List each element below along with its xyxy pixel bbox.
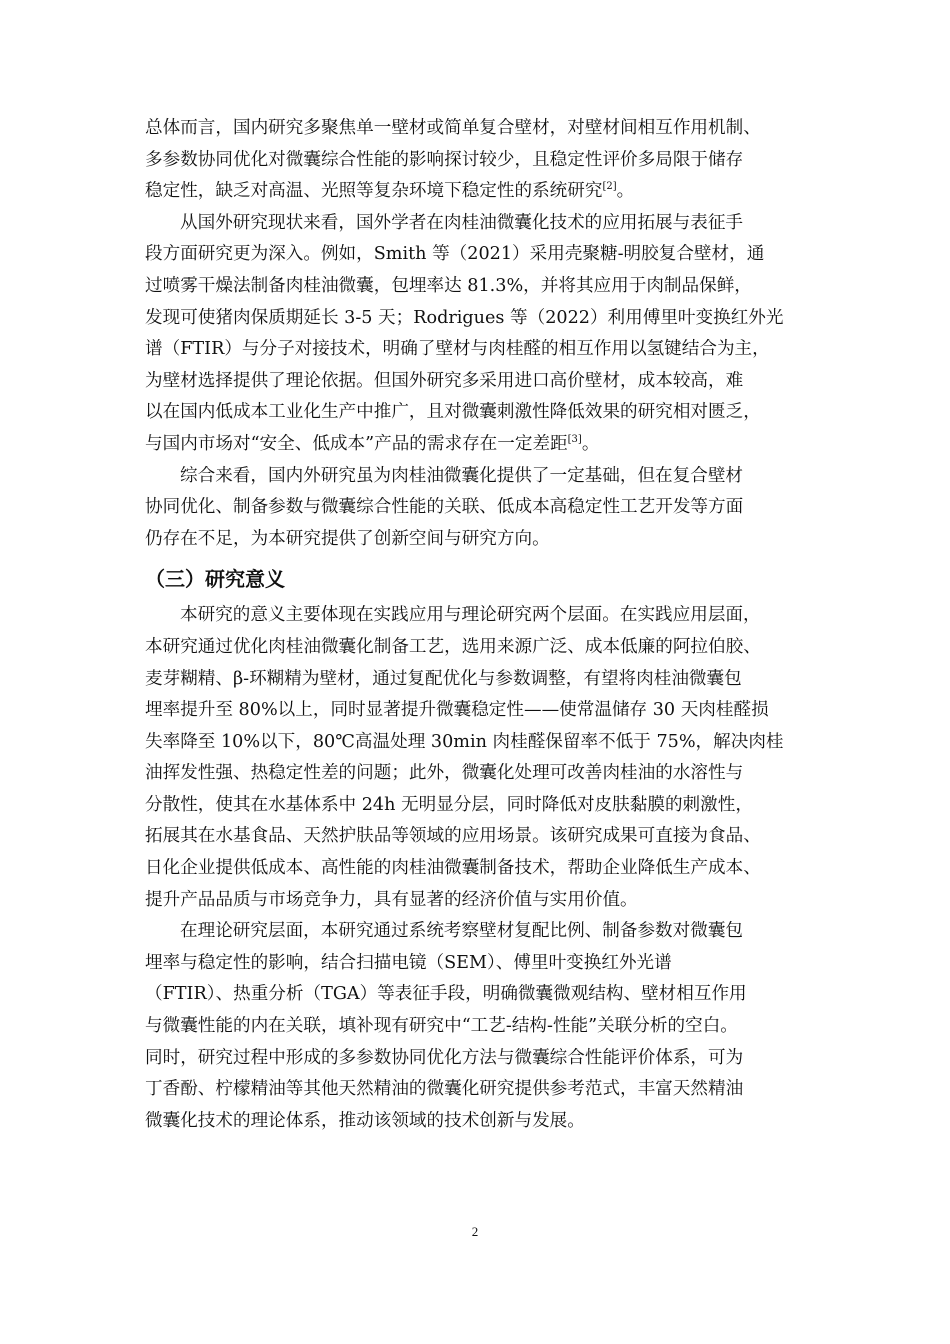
- text-line: 总体而言，国内研究多聚焦单一壁材或简单复合壁材，对壁材间相互作用机制、: [145, 118, 761, 138]
- text-line: [145, 429, 809, 461]
- section-heading: （三）研究意义: [145, 567, 285, 592]
- text-line: 以在国内低成本工业化生产中推广，且对微囊刺激性降低效果的研究相对匮乏，: [145, 402, 761, 423]
- text-line: 麦芽糊精、β-环糊精为壁材，通过复配优化与参数调整，有望将肉桂油微囊包: [145, 668, 742, 689]
- text-run: 。: [581, 433, 600, 454]
- paragraph-foreign-research: [145, 208, 809, 461]
- text-line: 与微囊性能的内在关联，填补现有研究中“工艺-结构-性能”关联分析的空白。: [145, 1016, 738, 1037]
- text-line: 多参数协同优化对微囊综合性能的影响探讨较少，且稳定性评价多局限于储存: [145, 149, 744, 170]
- text-line: 提升产品品质与市场竞争力，具有显著的经济价值与实用价值。: [145, 889, 638, 910]
- text-line: 油挥发性强、热稳定性差的问题；此外，微囊化处理可改善肉桂油的水溶性与: [145, 763, 744, 784]
- text-line: 发现可使猪肉保质期延长 3-5 天；Rodrigues 等（2022）利用傅里叶变换红外光: [145, 307, 784, 328]
- paragraph-theoretical-significance: [145, 916, 809, 1137]
- text-line: （FTIR）、热重分析（TGA）等表征手段，明确微囊微观结构、壁材相互作用: [145, 984, 747, 1005]
- text-line: 过喷雾干燥法制备肉桂油微囊，包埋率达 81.3%，并将其应用于肉制品保鲜，: [145, 275, 752, 296]
- citation-ref[interactable]: [2]: [602, 181, 617, 193]
- text-line: 仍存在不足，为本研究提供了创新空间与研究方向。: [145, 528, 550, 549]
- paragraph-overall-summary: [145, 461, 809, 556]
- page-number: 2: [471, 1224, 479, 1239]
- text-run: 。: [616, 181, 635, 202]
- text-line: 埋率与稳定性的影响，结合扫描电镜（SEM）、傅里叶变换红外光谱: [145, 952, 672, 973]
- citation-ref[interactable]: [3]: [567, 434, 582, 446]
- text-line: 从国外研究现状来看，国外学者在肉桂油微囊化技术的应用拓展与表征手: [180, 212, 744, 233]
- paragraph-practical-significance: [145, 600, 809, 916]
- paragraph-domestic-summary: [145, 113, 809, 208]
- text-run: 与国内市场对“安全、低成本”产品的需求存在一定差距: [145, 433, 568, 454]
- text-line: 失率降至 10%以下，80℃高温处理 30min 肉桂醛保留率不低于 75%，解决肉桂: [145, 731, 784, 752]
- text-line: 同时，研究过程中形成的多参数协同优化方法与微囊综合性能评价体系，可为: [145, 1047, 744, 1068]
- text-line: 在理论研究层面，本研究通过系统考察壁材复配比例、制备参数对微囊包: [180, 921, 744, 942]
- text-line: 协同优化、制备参数与微囊综合性能的关联、低成本高稳定性工艺开发等方面: [145, 497, 744, 518]
- text-run: 稳定性，缺乏对高温、光照等复杂环境下稳定性的系统研究: [145, 181, 603, 202]
- text-line: 本研究的意义主要体现在实践应用与理论研究两个层面。在实践应用层面，: [180, 605, 761, 626]
- text-line: 为壁材选择提供了理论依据。但国外研究多采用进口高价壁材，成本较高，难: [145, 370, 744, 391]
- text-line: 分散性，使其在水基体系中 24h 无明显分层，同时降低对皮肤黏膜的刺激性，: [145, 794, 753, 815]
- text-line: 综合来看，国内外研究虽为肉桂油微囊化提供了一定基础，但在复合壁材: [180, 465, 744, 486]
- text-line: 本研究通过优化肉桂油微囊化制备工艺，选用来源广泛、成本低廉的阿拉伯胶、: [145, 636, 761, 657]
- text-line: 埋率提升至 80%以上，同时显著提升微囊稳定性——使常温储存 30 天肉桂醛损: [145, 700, 769, 721]
- text-line: 段方面研究更为深入。例如，Smith 等（2021）采用壳聚糖-明胶复合壁材，通: [145, 244, 765, 265]
- text-line: [145, 176, 809, 208]
- text-line: 谱（FTIR）与分子对接技术，明确了壁材与肉桂醛的相互作用以氢键结合为主，: [145, 339, 770, 360]
- text-line: 日化企业提供低成本、高性能的肉桂油微囊制备技术，帮助企业降低生产成本、: [145, 858, 761, 879]
- text-line: 丁香酚、柠檬精油等其他天然精油的微囊化研究提供参考范式，丰富天然精油: [145, 1079, 744, 1100]
- body-text: [145, 113, 809, 1137]
- text-line: 微囊化技术的理论体系，推动该领域的技术创新与发展。: [145, 1110, 585, 1131]
- text-line: 拓展其在水基食品、天然护肤品等领域的应用场景。该研究成果可直接为食品、: [145, 826, 761, 847]
